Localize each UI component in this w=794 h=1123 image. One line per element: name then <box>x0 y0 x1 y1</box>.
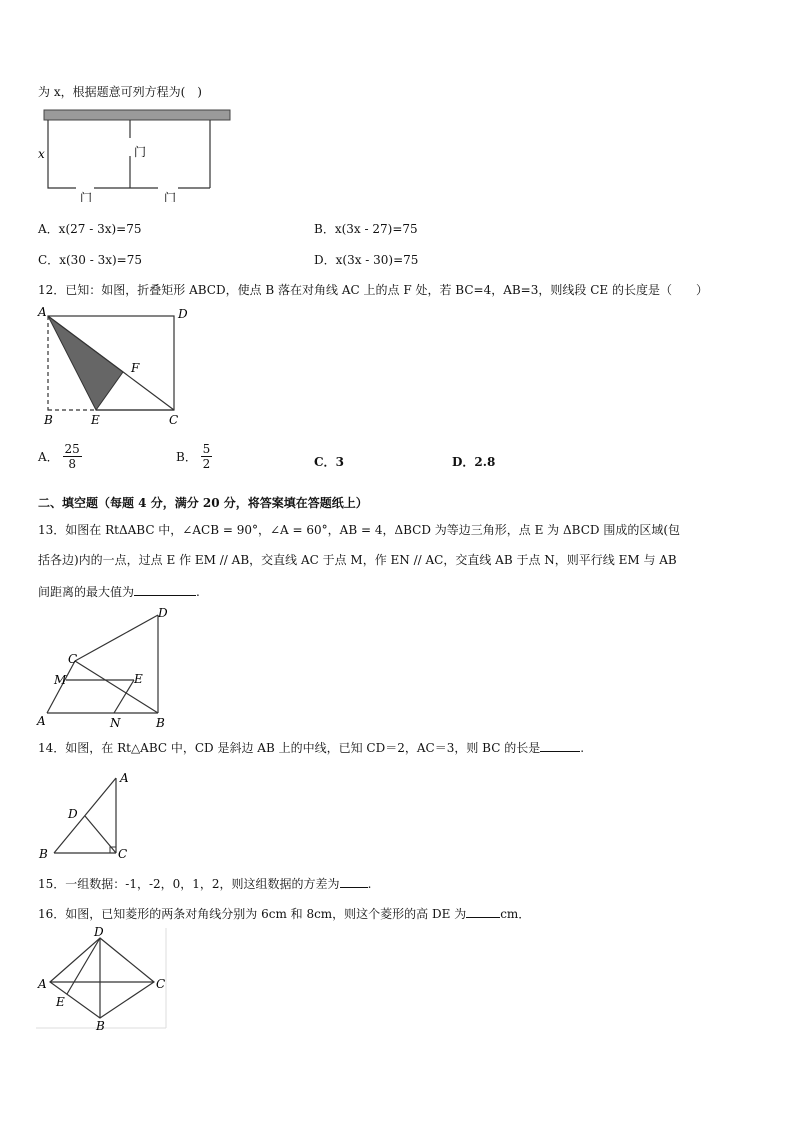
label-a: A <box>38 305 47 319</box>
label-n: N <box>110 716 121 729</box>
q11-choice-a[interactable]: A．x(27 - 3x)=75 <box>38 222 142 236</box>
label-e: E <box>134 672 143 686</box>
q12-figure <box>36 304 196 428</box>
q12-choice-c[interactable]: C．3 <box>314 455 344 469</box>
label-d: D <box>178 307 188 321</box>
label-c: C <box>169 413 179 427</box>
label-b: B <box>39 847 48 861</box>
q16-stem-line: 16．如图，已知菱形的两条对角线分别为 6cm 和 8cm，则这个菱形的高 DE 为 cm． <box>38 907 531 921</box>
fraction: $\frac{5}{2}$ <box>202 442 211 471</box>
q11-choice-c[interactable]: C．x(30 - 3x)=75 <box>38 253 142 267</box>
label-c: C <box>68 652 78 666</box>
label-b: B <box>96 1019 105 1033</box>
q11-stem-tail: 为 x，根据题意可列方程为( ) <box>38 85 202 99</box>
label-m: M <box>54 673 67 687</box>
door-label-1: 门 <box>134 145 147 159</box>
wall <box>44 110 230 120</box>
q13-line-3: 间距离的最大值为 . <box>38 585 200 599</box>
door-label-2: 门 <box>80 191 93 202</box>
q16-figure <box>34 926 174 1034</box>
q13-line-2: 括各边)内的一点，过点 E 作 EM // AB，交直线 AC 于点 M，作 EN // AC，交直线 AB 于点 N，则平行线 EM 与 AB <box>38 553 677 567</box>
label-e: E <box>56 995 65 1009</box>
q14-figure <box>36 768 136 864</box>
label-x: x <box>38 147 45 161</box>
q11-choice-d[interactable]: D．x(3x - 30)=75 <box>314 253 419 267</box>
answer-blank[interactable] <box>466 905 500 918</box>
height-de <box>67 938 100 994</box>
answer-blank[interactable] <box>540 739 580 752</box>
section-title: 二、填空题（每题 4 分，满分 20 分，将答案填在答题纸上） <box>38 496 368 510</box>
q12-choice-d[interactable]: D．2.8 <box>452 455 496 469</box>
label-a: A <box>38 977 47 991</box>
label-d: D <box>158 606 168 620</box>
q14-stem-line: 14．如图，在 Rt△ABC 中，CD 是斜边 AB 上的中线，已知 CD＝2，AC＝3，则 BC 的长是 . <box>38 741 585 755</box>
fraction: $\frac{25}{8}$ <box>64 442 80 471</box>
label-e: E <box>91 413 100 427</box>
label-c: C <box>156 977 166 991</box>
label-d: D <box>68 807 78 821</box>
q12-choice-a[interactable]: A． $\frac{25}{8}$ <box>38 442 80 471</box>
segment-cb <box>75 661 158 713</box>
label-a: A <box>120 771 129 785</box>
q13-line-1: 13．如图在 RtΔABC 中，∠ACB = 90°，∠A = 60°，AB = 4，ΔBCD 为等边三角形，点 E 为 ΔBCD 围成的区域(包 <box>38 523 680 537</box>
q13-figure <box>34 605 174 729</box>
label-d: D <box>94 926 104 939</box>
rhombus <box>50 938 154 1018</box>
q12-choice-b[interactable]: B． $\frac{5}{2}$ <box>176 442 211 471</box>
q11-choice-b[interactable]: B．x(3x - 27)=75 <box>314 222 418 236</box>
label-a: A <box>37 714 46 728</box>
q11-figure <box>36 106 236 202</box>
answer-blank[interactable] <box>340 875 368 888</box>
segment-ac <box>47 661 75 713</box>
segment-cd <box>75 615 158 661</box>
label-b: B <box>156 716 165 729</box>
diagonal-ac <box>48 316 174 410</box>
q12-stem: 12．已知：如图，折叠矩形 ABCD，使点 B 落在对角线 AC 上的点 F 处，若 BC=4，AB=3，则线段 CE 的长度是（ ） <box>38 283 708 297</box>
answer-blank[interactable] <box>134 583 196 596</box>
door-label-3: 门 <box>164 191 177 202</box>
q15-stem-line: 15．一组数据：-1，-2，0，1，2，则这组数据的方差为 . <box>38 877 372 891</box>
fence-left <box>48 120 76 188</box>
label-b: B <box>44 413 53 427</box>
label-f: F <box>131 361 140 375</box>
label-c: C <box>118 847 128 861</box>
